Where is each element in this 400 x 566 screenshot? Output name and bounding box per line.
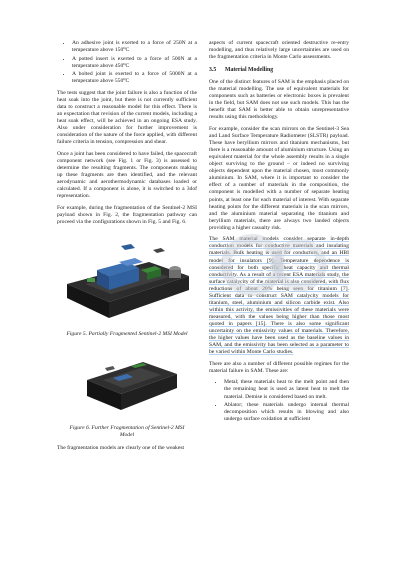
list-item: • Metal; these materials heat to the melt point and then the remaining heat is used as latent heat to melt the material. Demise is considered based on melt. — [224, 379, 349, 400]
further-fragmented-model-render — [57, 344, 197, 422]
paragraph: One of the distinct features of SAM is the emphasis placed on the material modelling. The use of equivalent materials for components such as batteries or electronic boxes is prevalent in the field, but SAM does not use such models. This has the benefit that SAM is better able to obtain unrepresentative results using this methodology. — [209, 79, 349, 121]
right-column — [209, 40, 349, 428]
fragment-piece — [105, 366, 115, 371]
list-item: • A bolted joint is exerted to a force of 5000N at a temperature above 550⁰C — [72, 71, 197, 85]
paragraph: The SAM material models consider separate in-depth conduction models for conductive materials and insulating materials. Bulk heating is used for conductors, and an HBI model for insulators [9]. Temperature dependence is considered for both specific heat capacity and thermal conductivity. As a result of a recent ESA materials study, the surface catalycity of the material is also considered, with flux reductions of about 20% being seen for titanium [7]. Sufficient data to construct SAM catalycity models for titanium, steel, aluminium and silicon carbide exist. Also within this activity, the emissivities of these materials were measured, with the values being higher than those most quoted in papers [15]. There is also some significant uncertainty on the emissivity values of materials. Therefore, the higher values have been used as the baseline values in SAM, and the emissivity has been selected as a parameter to be varied within Monte Carlo studies. — [209, 236, 349, 356]
material-regime-list — [209, 379, 349, 423]
list-item: • A potted insert is exerted to a force of 500N at a temperature above 450⁰C — [72, 56, 197, 70]
paragraph: For example, during the fragmentation of the Sentinel-2 MSI payload shown in Fig. 2, the fragmentation pathway can proceed via the configurations shown in Fig. 5 and Fig. 6. — [57, 204, 197, 226]
paragraph: There are also a number of different possible regimes for the material failure in SAM. These are: — [209, 360, 349, 374]
figure-5-caption: Figure 5. Partially Fragmented Sentinel-2 MSI Model — [66, 331, 188, 338]
list-item: • An adhesive joint is exerted to a force of 250N at a temperature above 150⁰C — [72, 40, 197, 54]
paragraph: For example, consider the scan mirrors on the Sentinel-3 Sea and Land Surface Temperature Radiometer (SLSTR) payload. These have beryllium mirrors and titanium mechanisms, but there is a reasonable amount of aluminium structure. Using an equivalent material for the whole assembly results in a single object surviving to the ground – or indeed no surviving objects dependent upon the material chosen, most commonly aluminium. In SAM, where it is important to consider the effect of a number of materials in the composition, the component is modelled with a number of separate heating points, at least one for each material of interest. With separate heating points for the different materials in the scan mirrors, and the aluminium material separating the titanium and beryllium materials, there are always two landed objects providing a higher casualty risk. — [209, 126, 349, 231]
left-column — [57, 40, 197, 457]
figure-6-caption: Figure 6. Further Fragmentation of Sentinel-2 MSI Model — [69, 425, 185, 439]
fragment-piece — [153, 248, 165, 253]
fragment-piece — [121, 244, 135, 250]
paragraph: The fragmentation models are clearly one of the weakest — [57, 445, 185, 452]
section-heading — [209, 67, 349, 74]
paragraph: The tests suggest that the joint failure is also a function of the heat soak into the joint, but there is not currently sufficient data to construct a reasonable model for this effect. There is an expectation that revision of the current models, including a heat soak effect, will be achieved in an ongoing ESA study. Also under consideration for further improvement is consideration of the nature of the force applied, with different failure criteria in tension, compression and shear. — [57, 90, 197, 146]
section-number: 3.5 — [209, 67, 217, 74]
paragraph: Once a joint has been considered to have failed, the spacecraft component network (see Fig. 1 or Fig. 3) is assessed to determine the resulting fragments. The components making up these fragments are then identified, and the relevant aerodynamic and aerothermodynamic databases loaded or calculated. If a component is alone, it is switched to a 3dof representation. — [57, 151, 197, 200]
figure-6-image — [57, 344, 197, 422]
fragmented-model-render — [57, 232, 197, 328]
paragraph: aspects of current spacecraft oriented destructive re-entry modelling, and thus relatively large uncertainties are used on the fragmentation criteria in Monte Carlo assessments. — [209, 40, 349, 61]
figure-5-image — [57, 232, 197, 328]
green-component-small — [87, 278, 95, 282]
list-item: • Ablator; these materials undergo internal thermal decomposition which results in blowing and also undergo surface oxidation at sufficient — [224, 402, 349, 423]
section-title: Material Modelling — [225, 67, 274, 74]
joint-force-list — [57, 40, 197, 85]
